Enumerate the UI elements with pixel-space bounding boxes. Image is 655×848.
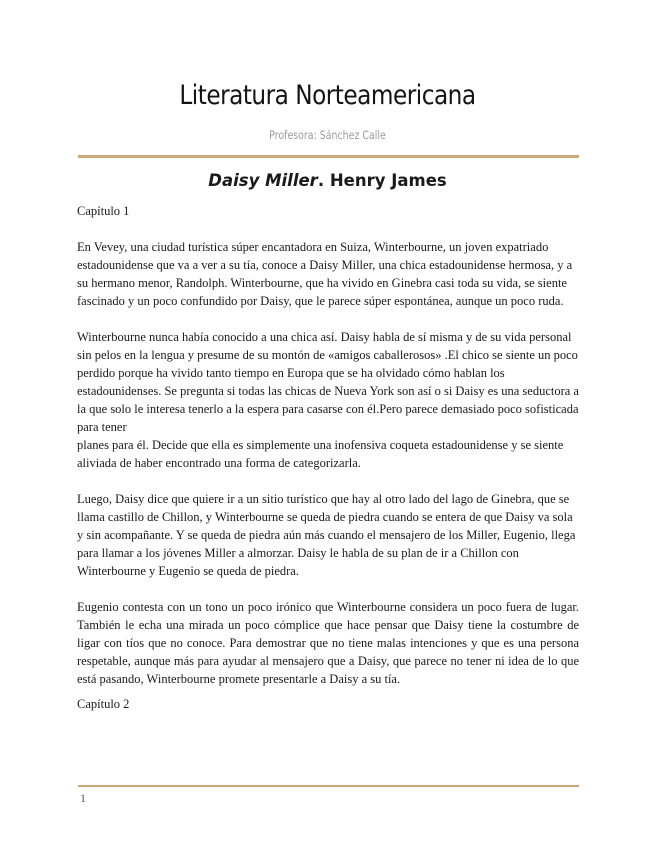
book-heading — [0, 171, 655, 190]
header-divider — [78, 155, 579, 158]
paragraph-3: Luego, Daisy dice que quiere ir a un sitio turístico que hay al otro lado del lago de Ginebra, que se llama castillo de Chillon, y Winterbourne se queda de piedra cuando se entera de que Daisy va sola y sin acompañante. Y se queda de piedra aún más cuando el mensajero de los Miller, Eugenio, llega para llamar a los jóvenes Miller a almorzar. Daisy le habla de su plan de ir a Chillon con Winterbourne y Eugenio se queda de piedra. — [77, 492, 576, 578]
paragraph-2: Winterbourne nunca había conocido a una chica así. Daisy habla de sí misma y de su vida personal sin pelos en la lengua y presume de su montón de «amigos caballerosos» .El chico se siente un poco perdido porque ha vivido tanto tiempo en Europa que se ha olvidado cómo hablan los estadounidenses. Se pregunta si todas las chicas de Nueva York son así o si Daisy es una seductora a la que solo le interesa tenerlo a la espera para casarse con él.Pero parece demasiado poco sofisticada para tener — [77, 330, 579, 434]
document-subtitle: Profesora: Sánchez Calle — [269, 128, 386, 142]
paragraph-1: En Vevey, una ciudad turística súper encantadora en Suiza, Winterbourne, un joven expatriado estadounidense que va a ver a su tía, conoce a Daisy Miller, una chica estadounidense hermosa, y a su hermano menor, Randolph. Winterbourne, que ha vivido en Ginebra casi toda su vida, se siente fascinado y un poco confundido por Daisy, que le parece súper espontánea, aunque un poco ruda. — [77, 240, 573, 308]
paragraph-4: Eugenio contesta con un tono un poco irónico que Winterbourne considera un poco fuera de lugar. También le echa una mirada un poco cómplice que hace pensar que Daisy tiene la costumbre de ligar con tíos que no conoce. Para demostrar que no tiene malas intenciones y que es una persona respetable, aunque más para ayudar al mensajero que a Daisy, que parece no tener ni idea de lo que está pasando, Winterbourne promete presentarle a Daisy a su tía. — [77, 600, 579, 686]
book-author: . Henry James — [317, 171, 447, 190]
document-title: Literatura Norteamericana — [179, 80, 476, 111]
chapter-1-heading: Capítulo 1 — [77, 204, 130, 218]
book-title: Daisy Miller — [208, 171, 318, 190]
paragraph-2-continued: planes para él. Decide que ella es simplemente una inofensiva coqueta estadounidense y se siente aliviada de haber encontrado una forma de categorizarla. — [77, 438, 564, 470]
page-number: 1 — [80, 791, 86, 805]
footer-divider — [78, 785, 579, 787]
body-text — [77, 202, 579, 706]
chapter-2-heading: Capítulo 2 — [77, 697, 130, 711]
